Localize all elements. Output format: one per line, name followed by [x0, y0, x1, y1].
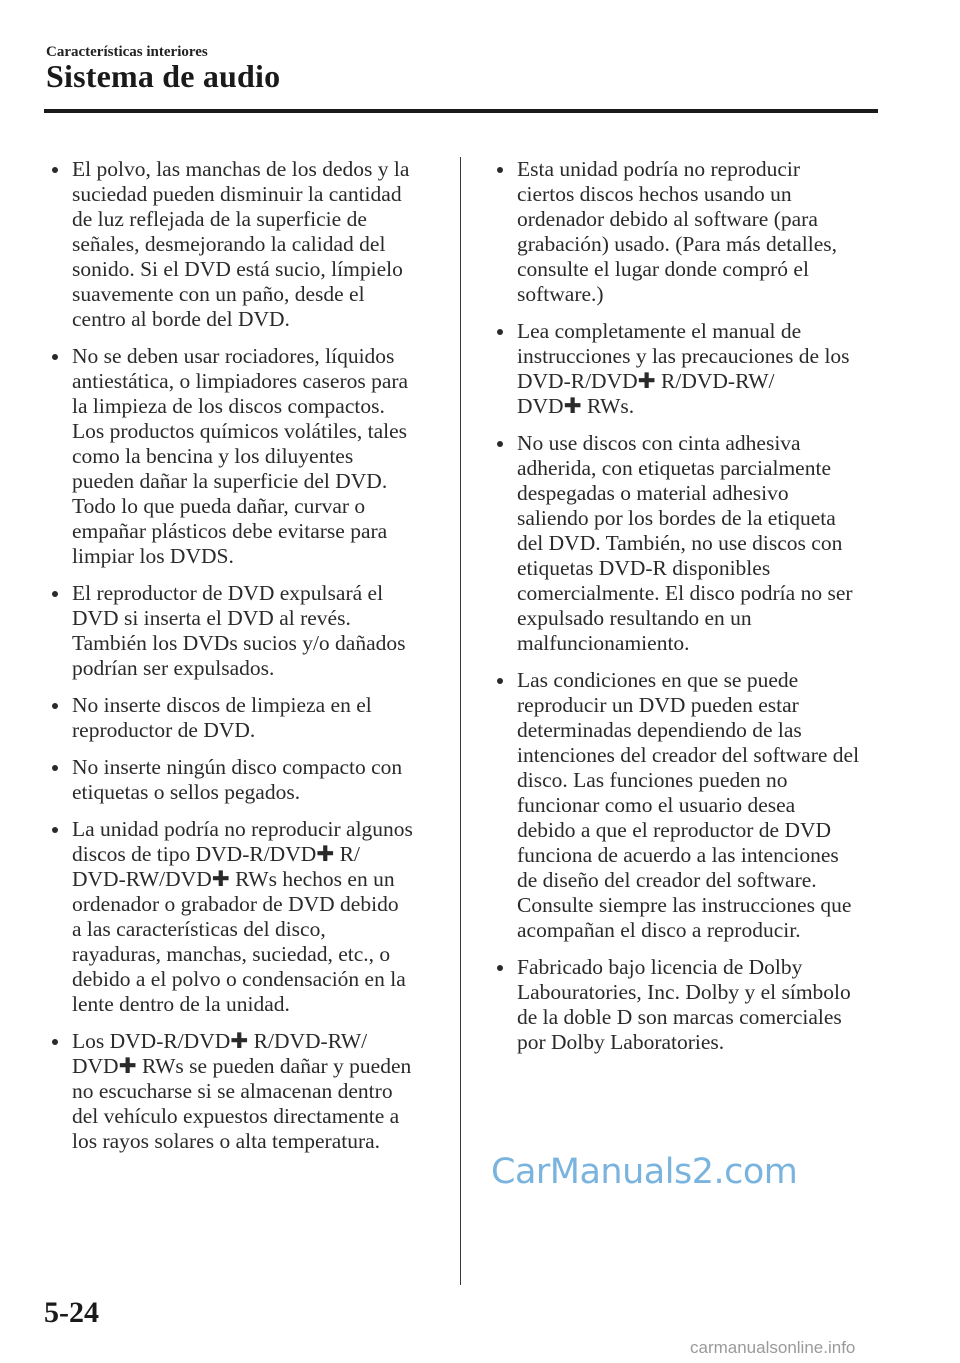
bullet-line: acompañan el disco a reproducir. [517, 918, 801, 942]
bullet-dot-icon [52, 703, 58, 709]
bullet-line: El polvo, las manchas de los dedos y la [72, 157, 410, 181]
bullet-line: DVD si inserta el DVD al revés. [72, 606, 351, 630]
bullet-dot-icon [52, 1039, 58, 1045]
bullet-line: malfuncionamiento. [517, 631, 690, 655]
bullet-line: por Dolby Laboratories. [517, 1030, 725, 1054]
bullet-dot-icon [497, 965, 503, 971]
bullet-line: saliendo por los bordes de la etiqueta [517, 506, 836, 530]
bullet-dot-icon [52, 591, 58, 597]
bullet-line: consulte el lugar donde compró el [517, 257, 809, 281]
bullet-item [50, 581, 438, 681]
right-column [495, 157, 883, 1067]
bullet-line: los rayos solares o alta temperatura. [72, 1129, 381, 1153]
bullet-line: El reproductor de DVD expulsará el [72, 581, 384, 605]
bullet-line: reproductor de DVD. [72, 718, 256, 742]
bullet-line: expulsado resultando en un [517, 606, 752, 630]
bullet-line: suciedad pueden disminuir la cantidad [72, 182, 402, 206]
left-column [50, 157, 438, 1166]
bullet-item [495, 431, 883, 656]
bullet-line: software.) [517, 282, 604, 306]
bullet-line: Las condiciones en que se puede [517, 668, 799, 692]
bullet-line: instrucciones y las precauciones de los [517, 344, 850, 368]
bullet-line: Fabricado bajo licencia de Dolby [517, 955, 803, 979]
bullet-line: grabación) usado. (Para más detalles, [517, 232, 837, 256]
bullet-line: lente dentro de la unidad. [72, 992, 290, 1016]
bullet-line: etiquetas DVD-R disponibles [517, 556, 771, 580]
bullet-line: funcionar como el usuario desea [517, 793, 796, 817]
bullet-dot-icon [52, 167, 58, 173]
bullet-line: La unidad podría no reproducir algunos [72, 817, 413, 841]
bullet-line: del DVD. También, no use discos con [517, 531, 843, 555]
bullet-line: No inserte discos de limpieza en el [72, 693, 372, 717]
bullet-dot-icon [497, 441, 503, 447]
section-label: Características interiores [46, 44, 208, 60]
bullet-line: del vehículo expuestos directamente a [72, 1104, 400, 1128]
bullet-item [50, 755, 438, 805]
bullet-line: ordenador o grabador de DVD debido [72, 892, 399, 916]
bullet-line: antiestática, o limpiadores caseros para [72, 369, 409, 393]
bullet-line: ciertos discos hechos usando un [517, 182, 792, 206]
bullet-line: determinadas dependiendo de las [517, 718, 802, 742]
footer-source: carmanualsonline.info [690, 1338, 856, 1357]
bullet-line: de diseño del creador del software. [517, 868, 817, 892]
bullet-line: despegadas o material adhesivo [517, 481, 789, 505]
page-number: 5-24 [44, 1296, 99, 1329]
bullet-item [50, 1029, 438, 1154]
bullet-line: Esta unidad podría no reproducir [517, 157, 800, 181]
bullet-line: etiquetas o sellos pegados. [72, 780, 301, 804]
bullet-line: pueden dañar la superficie del DVD. [72, 469, 388, 493]
bullet-line: debido a que el reproductor de DVD [517, 818, 832, 842]
bullet-line: podrían ser expulsados. [72, 656, 275, 680]
bullet-line: DVD-RW/DVD✚ RWs hechos en un [72, 867, 395, 891]
bullet-dot-icon [52, 354, 58, 360]
bullet-line: rayaduras, manchas, suciedad, etc., o [72, 942, 391, 966]
bullet-line: No use discos con cinta adhesiva [517, 431, 801, 455]
bullet-line: Consulte siempre las instrucciones que [517, 893, 852, 917]
bullet-line: ordenador debido al software (para [517, 207, 818, 231]
bullet-line: reproducir un DVD pueden estar [517, 693, 799, 717]
bullet-line: debido a el polvo o condensación en la [72, 967, 406, 991]
bullet-line: Lea completamente el manual de [517, 319, 802, 343]
bullet-item [495, 955, 883, 1055]
bullet-item [495, 668, 883, 943]
title-rule [44, 109, 878, 113]
bullet-item [50, 344, 438, 569]
bullet-list-right [495, 157, 883, 1055]
bullet-line: comercialmente. El disco podría no ser [517, 581, 853, 605]
bullet-line: señales, desmejorando la calidad del [72, 232, 386, 256]
page-title: Sistema de audio [46, 58, 281, 94]
bullet-line: No se deben usar rociadores, líquidos [72, 344, 395, 368]
bullet-line: como la bencina y los diluyentes [72, 444, 354, 468]
bullet-line: También los DVDs sucios y/o dañados [72, 631, 406, 655]
bullet-line: discos de tipo DVD-R/DVD✚ R/ [72, 842, 360, 866]
bullet-line: DVD✚ RWs. [517, 394, 635, 418]
bullet-line: Los productos químicos volátiles, tales [72, 419, 407, 443]
bullet-dot-icon [52, 827, 58, 833]
bullet-line: No inserte ningún disco compacto con [72, 755, 403, 779]
bullet-line: intenciones del creador del software del [517, 743, 860, 767]
bullet-line: funciona de acuerdo a las intenciones [517, 843, 839, 867]
watermark: CarManuals2.com [491, 1152, 798, 1192]
bullet-line: centro al borde del DVD. [72, 307, 290, 331]
bullet-line: no escucharse si se almacenan dentro [72, 1079, 393, 1103]
bullet-line: la limpieza de los discos compactos. [72, 394, 385, 418]
bullet-line: Todo lo que pueda dañar, curvar o [72, 494, 366, 518]
bullet-line: empañar plásticos debe evitarse para [72, 519, 388, 543]
bullet-item [50, 157, 438, 332]
bullet-line: suavemente con un paño, desde el [72, 282, 365, 306]
bullet-line: Labouratories, Inc. Dolby y el símbolo [517, 980, 851, 1004]
column-divider [460, 157, 461, 1285]
bullet-dot-icon [497, 167, 503, 173]
bullet-line: DVD-R/DVD✚ R/DVD-RW/ [517, 369, 775, 393]
bullet-line: adherida, con etiquetas parcialmente [517, 456, 831, 480]
bullet-dot-icon [52, 765, 58, 771]
bullet-line: disco. Las funciones pueden no [517, 768, 788, 792]
bullet-item [50, 817, 438, 1017]
bullet-line: sonido. Si el DVD está sucio, límpielo [72, 257, 403, 281]
bullet-line: de luz reflejada de la superficie de [72, 207, 367, 231]
bullet-item [50, 693, 438, 743]
bullet-line: DVD✚ RWs se pueden dañar y pueden [72, 1054, 412, 1078]
bullet-line: limpiar los DVDS. [72, 544, 234, 568]
bullet-list-left [50, 157, 438, 1154]
bullet-dot-icon [497, 678, 503, 684]
bullet-item [495, 319, 883, 419]
bullet-item [495, 157, 883, 307]
bullet-dot-icon [497, 329, 503, 335]
bullet-line: a las características del disco, [72, 917, 326, 941]
bullet-line: de la doble D son marcas comerciales [517, 1005, 842, 1029]
bullet-line: Los DVD-R/DVD✚ R/DVD-RW/ [72, 1029, 368, 1053]
